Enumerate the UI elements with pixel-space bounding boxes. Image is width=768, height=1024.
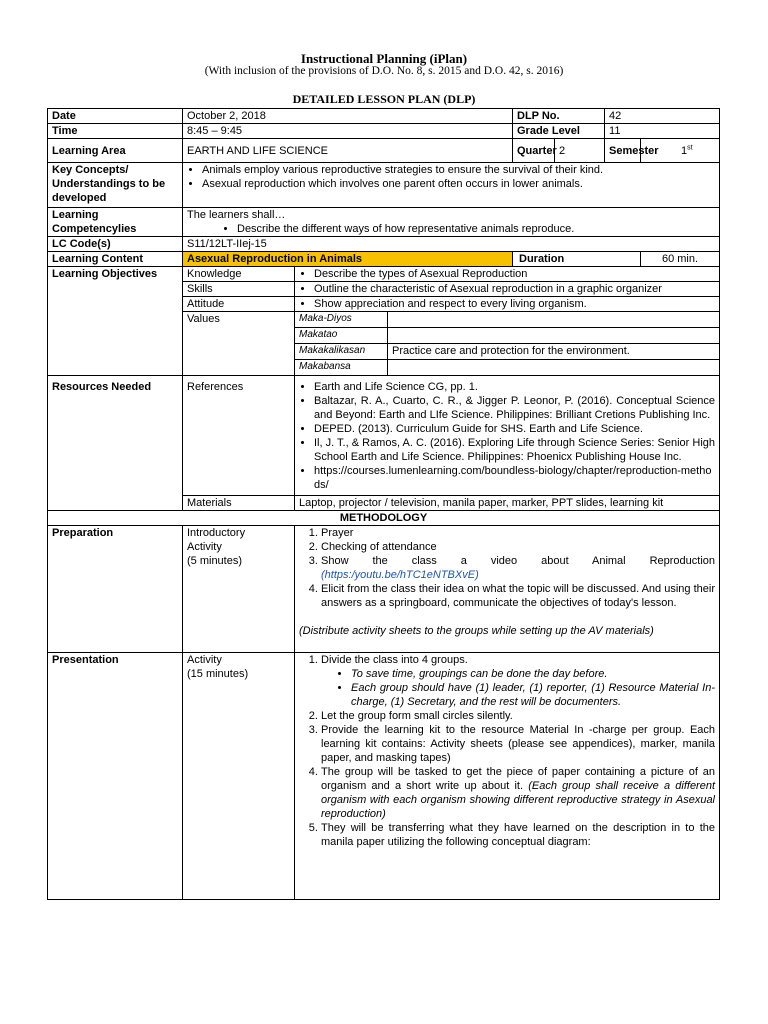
reference-item: • Baltazar, R. A., Cuarto, C. R., & Jigger P. Leonor, P. (2016). Conceptual Science and Beyond: Earth and LIfe Science. Philippines: Brilliant Cretions Publishing Inc. xyxy=(314,394,715,422)
materials-text: Laptop, projector / television, manila paper, marker, PPT slides, learning kit xyxy=(295,496,720,511)
video-link[interactable]: (https:/youtu.be/hTC1eNTBXvE) xyxy=(321,569,479,581)
key-concepts-label: Key Concepts/ Understandings to be developed xyxy=(48,163,183,208)
dlp-heading: DETAILED LESSON PLAN (DLP) xyxy=(292,92,476,106)
grade-level-label: Grade Level xyxy=(513,124,605,139)
attitude-label: Attitude xyxy=(183,297,295,312)
semester-label: Semester xyxy=(605,139,641,163)
learning-content-label: Learning Content xyxy=(48,252,183,267)
knowledge-text: • Describe the types of Asexual Reproduction xyxy=(314,267,715,281)
objective-knowledge-row xyxy=(48,267,720,282)
lc-code-value: S11/12LT-IIej-15 xyxy=(183,237,720,252)
presentation-steps xyxy=(295,653,720,900)
values-cell xyxy=(295,312,720,376)
semester-value: 1st xyxy=(641,139,720,163)
document-subtitle: (With inclusion of the provisions of D.O. No. 8, s. 2015 and D.O. 42, s. 2016) xyxy=(204,65,564,77)
reference-item: • Il, J. T., & Ramos, A. C. (2016). Exploring Life through Science Series: Senior High School Earth and Life Science. Philippines: Phoenicx Publishing House Inc. xyxy=(314,436,715,464)
reference-link[interactable]: • https://courses.lumenlearning.com/boundless-biology/chapter/reproduction-methods/ xyxy=(314,464,715,492)
skills-text: • Outline the characteristic of Asexual reproduction in a graphic organizer xyxy=(314,282,715,296)
presentation-activity: Activity (15 minutes) xyxy=(183,653,295,900)
value-makatao: Makatao xyxy=(295,328,388,344)
references-row xyxy=(48,376,720,496)
dlp-no-label: DLP No. xyxy=(513,109,605,124)
values-label: Values xyxy=(183,312,295,376)
attitude-cell xyxy=(295,297,720,312)
learning-objectives-label: Learning Objectives xyxy=(48,267,183,376)
learning-content-row xyxy=(48,252,720,267)
learning-area-value: EARTH AND LIFE SCIENCE xyxy=(183,139,513,163)
grade-level-value: 11 xyxy=(605,124,720,139)
time-label: Time xyxy=(48,124,183,139)
date-value: October 2, 2018 xyxy=(183,109,513,124)
prep-step: 2. Checking of attendance xyxy=(321,540,715,554)
key-concept-item: • Animals employ various reproductive strategies to ensure the survival of their kind. xyxy=(202,163,715,177)
pres-substep: • To save time, groupings can be done the day before. xyxy=(351,667,715,681)
pres-step: 1. Divide the class into 4 groups. • To save time, groupings can be done the day before. • Each group should have (1) leader, (1) reporter, (1) Resource Material In-charge, (1) Secretary, and the rest will be documenters. xyxy=(321,653,715,709)
prep-step: 4. Elicit from the class their idea on what the topic will be discussed. And using their answers as a springboard, communicate the objectives of today's lesson. xyxy=(321,582,715,610)
duration-label: Duration xyxy=(513,252,641,267)
dlp-no-value: 42 xyxy=(605,109,720,124)
pres-step: 2. Let the group form small circles silently. xyxy=(321,709,715,723)
presentation-row xyxy=(48,653,720,900)
reference-item: • Earth and Life Science CG, pp. 1. xyxy=(314,380,715,394)
preparation-label: Preparation xyxy=(48,526,183,653)
competencies-label: Learning Competencylies xyxy=(48,208,183,237)
lc-code-label: LC Code(s) xyxy=(48,237,183,252)
value-makabansa: Makabansa xyxy=(295,360,388,376)
learning-area-label: Learning Area xyxy=(48,139,183,163)
value-maka-diyos: Maka-Diyos xyxy=(295,312,388,328)
quarter-value: 2 xyxy=(555,139,605,163)
methodology-heading: METHODOLOGY xyxy=(48,511,720,526)
key-concepts-cell xyxy=(183,163,720,208)
learning-content-value: Asexual Reproduction in Animals xyxy=(183,252,513,267)
date-row xyxy=(48,109,720,124)
quarter-label: Quarter xyxy=(513,139,555,163)
competencies-row xyxy=(48,208,720,237)
pres-substep: • Each group should have (1) leader, (1) reporter, (1) Resource Material In-charge, (1) Secretary, and the rest will be documenters. xyxy=(351,681,715,709)
skills-cell xyxy=(295,282,720,297)
pres-step: 4. The group will be tasked to get the piece of paper containing a picture of an organism and a short write up about it. (Each group shall receive a different organism with each organism showing different reproductive strategy in Asexual reproduction) xyxy=(321,765,715,821)
key-concept-item: • Asexual reproduction which involves one parent often occurs in lower animals. xyxy=(202,177,715,191)
knowledge-label: Knowledge xyxy=(183,267,295,282)
references-cell xyxy=(295,376,720,496)
attitude-text: • Show appreciation and respect to every living organism. xyxy=(314,297,715,311)
prep-step: 1. Prayer xyxy=(321,526,715,540)
preparation-note: (Distribute activity sheets to the groups while setting up the AV materials) xyxy=(299,625,654,637)
preparation-steps xyxy=(295,526,720,653)
competency-item: • Describe the different ways of how representative animals reproduce. xyxy=(237,222,715,236)
materials-label: Materials xyxy=(183,496,295,511)
time-value: 8:45 – 9:45 xyxy=(183,124,513,139)
key-concepts-row xyxy=(48,163,720,208)
lc-code-row xyxy=(48,237,720,252)
preparation-row xyxy=(48,526,720,653)
date-label: Date xyxy=(48,109,183,124)
knowledge-cell xyxy=(295,267,720,282)
competencies-cell xyxy=(183,208,720,237)
competencies-intro: The learners shall… xyxy=(187,209,286,221)
references-label: References xyxy=(183,376,295,496)
values-text: Practice care and protection for the environment. xyxy=(388,344,720,360)
values-table xyxy=(295,312,719,375)
pres-step: 5. They will be transferring what they have learned on the description in to the manila paper utilizing the following conceptual diagram: xyxy=(321,821,715,849)
dlp-table xyxy=(47,108,720,900)
duration-value: 60 min. xyxy=(641,252,720,267)
time-row xyxy=(48,124,720,139)
presentation-label: Presentation xyxy=(48,653,183,900)
preparation-activity: Introductory Activity (5 minutes) xyxy=(183,526,295,653)
methodology-heading-row xyxy=(48,511,720,526)
document-title: Instructional Planning (iPlan) xyxy=(300,51,468,66)
value-makakalikasan: Makakalikasan xyxy=(295,344,388,360)
pres-step: 3. Provide the learning kit to the resource Material In -charge per group. Each learning kit contains: Activity sheets (please see appendices), marker, manila paper, and masking tapes) xyxy=(321,723,715,765)
learning-area-row xyxy=(48,139,720,163)
prep-step: 3. Show the class a video about Animal Reproduction (https:/youtu.be/hTC1eNTBXvE) xyxy=(321,554,715,582)
resources-label: Resources Needed xyxy=(48,376,183,511)
skills-label: Skills xyxy=(183,282,295,297)
reference-item: • DEPED. (2013). Curriculum Guide for SHS. Earth and Life Science. xyxy=(314,422,715,436)
